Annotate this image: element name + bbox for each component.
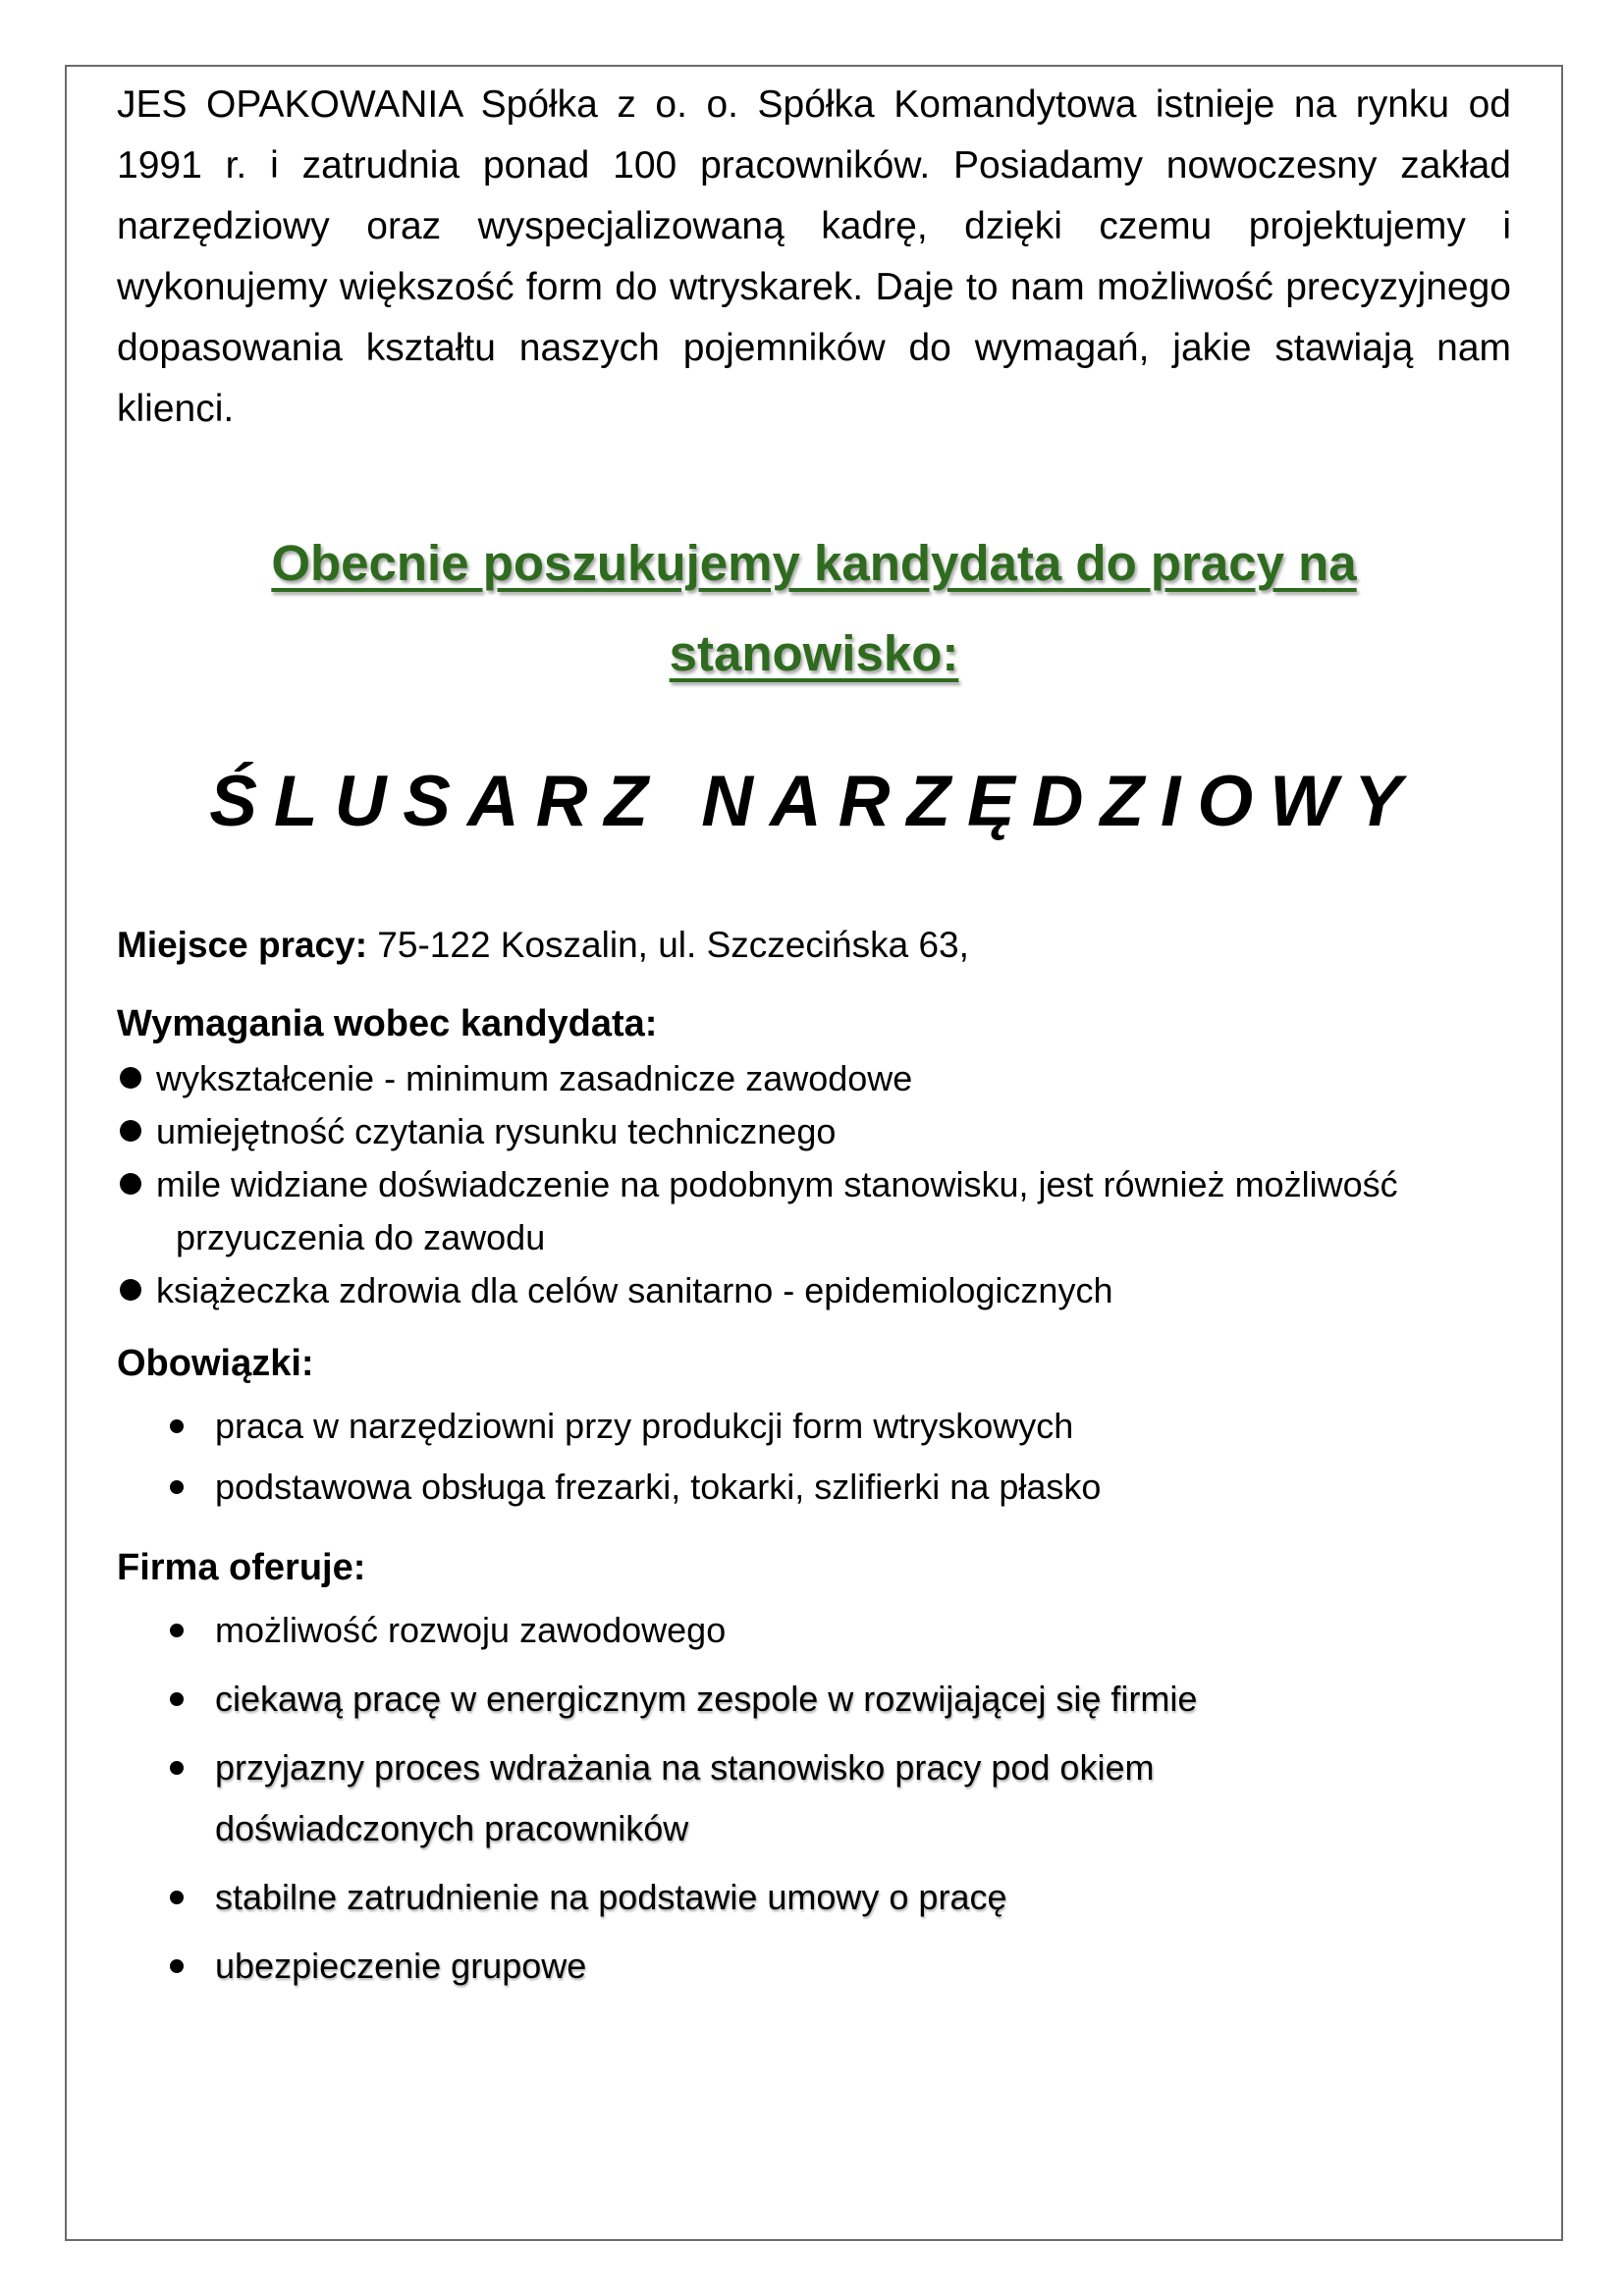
bullet-icon xyxy=(170,1761,184,1775)
headline xyxy=(117,518,1511,699)
list-item-text: książeczka zdrowia dla celów sanitarno - epidemiologicznych xyxy=(156,1270,1113,1310)
requirements-list xyxy=(117,1052,1511,1317)
list-item xyxy=(117,1600,1511,1661)
list-item xyxy=(117,1936,1511,1997)
list-item-continuation: doświadczonych pracowników xyxy=(215,1808,689,1848)
offer-list xyxy=(117,1600,1511,1997)
list-item xyxy=(117,1052,1511,1105)
bullet-icon xyxy=(170,1419,184,1433)
list-item-text: wykształcenie - minimum zasadnicze zawodowe xyxy=(156,1058,913,1098)
document-body xyxy=(117,75,1511,2004)
offer-heading: Firma oferuje: xyxy=(117,1547,366,1588)
list-item-text: ciekawą pracę w energicznym zespole w rozwijającej się firmie xyxy=(215,1679,1198,1719)
headline-line-2: stanowisko: xyxy=(669,625,959,681)
list-item xyxy=(117,1457,1511,1518)
bullet-icon xyxy=(120,1173,141,1195)
list-item xyxy=(117,1669,1511,1730)
bullet-icon xyxy=(120,1279,141,1301)
list-item-text: mile widziane doświadczenie na podobnym stanowisku, jest również możliwość xyxy=(156,1164,1398,1204)
duties-list xyxy=(117,1396,1511,1518)
list-item xyxy=(117,1737,1511,1859)
list-item-text: umiejętność czytania rysunku technicznego xyxy=(156,1111,837,1151)
list-item xyxy=(117,1264,1511,1317)
bullet-icon xyxy=(170,1692,184,1706)
company-intro: JES OPAKOWANIA Spółka z o. o. Spółka Komandytowa istnieje na rynku od 1991 r. i zatrudnia ponad 100 pracowników. Posiadamy nowoczesny zakład narzędziowy oraz wyspecjalizowaną kadrę, dzięki czemu projektujemy i wykonujemy większość form do wtryskarek. Daje to nam możliwość precyzyjnego dopasowania kształtu naszych pojemników do wymagań, jakie stawiają nam klienci. xyxy=(117,83,1511,430)
list-item-text: praca w narzędziowni przy produkcji form wtryskowych xyxy=(215,1406,1074,1446)
list-item-text: ubezpieczenie grupowe xyxy=(215,1946,587,1986)
bullet-icon xyxy=(170,1891,184,1904)
list-item xyxy=(117,1158,1511,1264)
bullet-icon xyxy=(170,1959,184,1973)
job-title: ŚLUSARZ NARZĘDZIOWY xyxy=(209,762,1419,841)
list-item-continuation: przyuczenia do zawodu xyxy=(176,1217,546,1257)
list-item-text: możliwość rozwoju zawodowego xyxy=(215,1610,727,1650)
workplace-address: 75-122 Koszalin, ul. Szczecińska 63, xyxy=(367,925,969,965)
list-item xyxy=(117,1105,1511,1158)
headline-line-1: Obecnie poszukujemy kandydata do pracy na xyxy=(271,535,1357,591)
bullet-icon xyxy=(120,1120,141,1142)
list-item-text: podstawowa obsługa frezarki, tokarki, szlifierki na płasko xyxy=(215,1467,1102,1507)
list-item-text: stabilne zatrudnienie na podstawie umowy o pracę xyxy=(215,1877,1007,1917)
workplace xyxy=(117,921,1511,970)
bullet-icon xyxy=(170,1480,184,1494)
duties-heading: Obowiązki: xyxy=(117,1343,314,1384)
requirements-heading: Wymagania wobec kandydata: xyxy=(117,1003,658,1044)
bullet-icon xyxy=(170,1624,184,1637)
list-item xyxy=(117,1867,1511,1928)
list-item xyxy=(117,1396,1511,1457)
list-item-text: przyjazny proces wdrażania na stanowisko pracy pod okiem xyxy=(215,1747,1155,1788)
bullet-icon xyxy=(120,1067,141,1089)
workplace-label: Miejsce pracy: xyxy=(117,925,368,965)
